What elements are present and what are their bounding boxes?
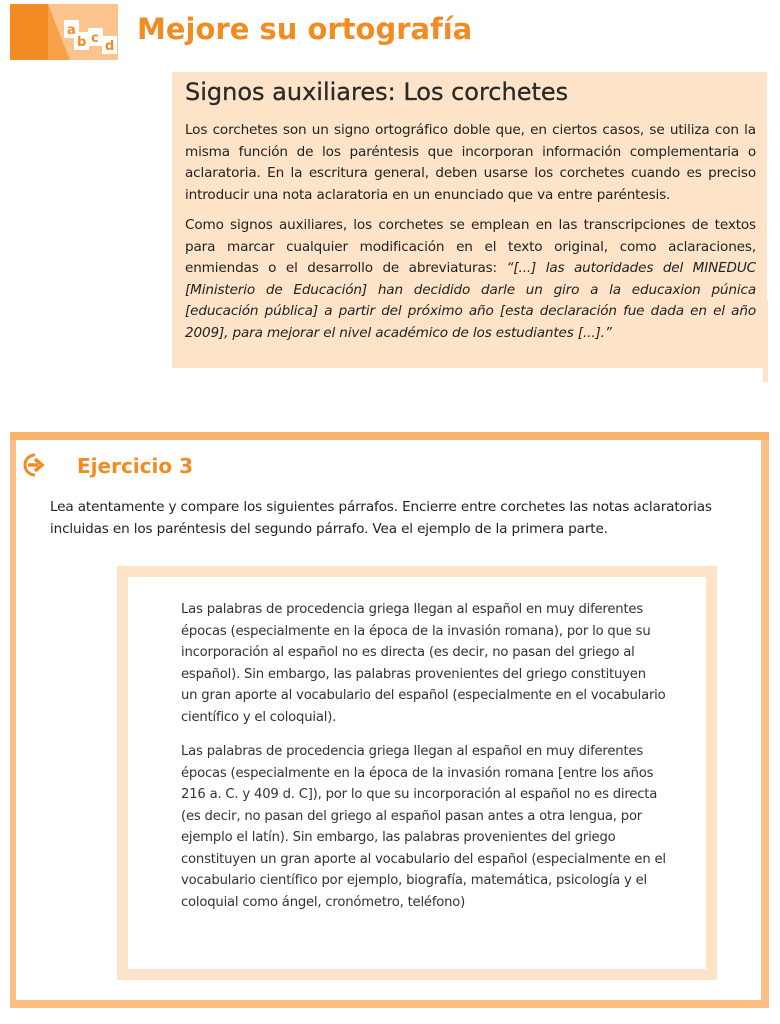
- logo-letter-d: d: [105, 39, 115, 54]
- passage-paragraph-1: Las palabras de procedencia griega llegan al español en muy diferentes épocas (especialmente en la época de la invasión romana), por lo que su incorporación al español no es directa (es decir, no pasan del griego al español). Sin embargo, las palabras provenientes del griego constituyen un gran aporte al vocabulario del español (especialmente en el vocabulario científico y el coloquial).: [181, 602, 666, 725]
- passage-box: [117, 566, 717, 980]
- info-paragraph-2-text: Como signos auxiliares, los corchetes se emplean en las transcripciones de textos para marcar cualquier modificación en el texto original, como aclaraciones, enmiendas o el desarrollo de abreviaturas:: [185, 217, 756, 276]
- logo-letter-c: c: [91, 31, 99, 46]
- info-paragraph-2: [185, 215, 756, 344]
- arrow-right-circle-icon: [23, 453, 47, 477]
- logo-letter-b: b: [77, 35, 87, 50]
- info-quote: “[...] las autoridades del MINEDUC [Ministerio de Educación] han decidido darle un giro a la educaxion púnica [educación pública] a partir del próximo año [esta declaración fue dada en el año 2009], para mejorar el nivel académico de los estudiantes [...].”: [185, 260, 757, 341]
- logo-letter-a: a: [67, 23, 76, 38]
- info-box: [172, 72, 767, 368]
- page-title: Mejore su ortografía: [137, 12, 473, 46]
- passage-inner: [128, 577, 706, 969]
- exercise-title: Ejercicio 3: [77, 454, 193, 478]
- exercise-instructions: Lea atentamente y compare los siguientes párrafos. Encierre entre corchetes las notas aclaratorias incluidas en los paréntesis del segundo párrafo. Vea el ejemplo de la primera parte.: [50, 499, 712, 537]
- info-paragraph-1: Los corchetes son un signo ortográfico doble que, en ciertos casos, se utiliza con la misma función de los paréntesis que incorporan información complementaria o aclaratoria. En la escritura general, deben usarse los corchetes cuando es preciso introducir una nota aclaratoria en un enunciado que va entre paréntesis.: [185, 122, 756, 203]
- info-title: Signos auxiliares: Los corchetes: [185, 78, 569, 106]
- abcd-logo: [10, 4, 118, 60]
- exercise-frame-top-border: [10, 432, 769, 440]
- passage-paragraph-2: Las palabras de procedencia griega llegan al español en muy diferentes épocas (especialmente en la época de la invasión romana [entre los años 216 a. C. y 409 d. C]), por lo que su incorporación al español no es directa (es decir, no pasan del griego al español pasan antes a otra lengua, por ejemplo el latín). Sin embargo, las palabras provenientes del griego constituyen un gran aporte al vocabulario del español (especialmente en el vocabulario científico por ejemplo, biografía, matemática, psicología y el coloquial como ángel, cronómetro, teléfono): [181, 744, 666, 910]
